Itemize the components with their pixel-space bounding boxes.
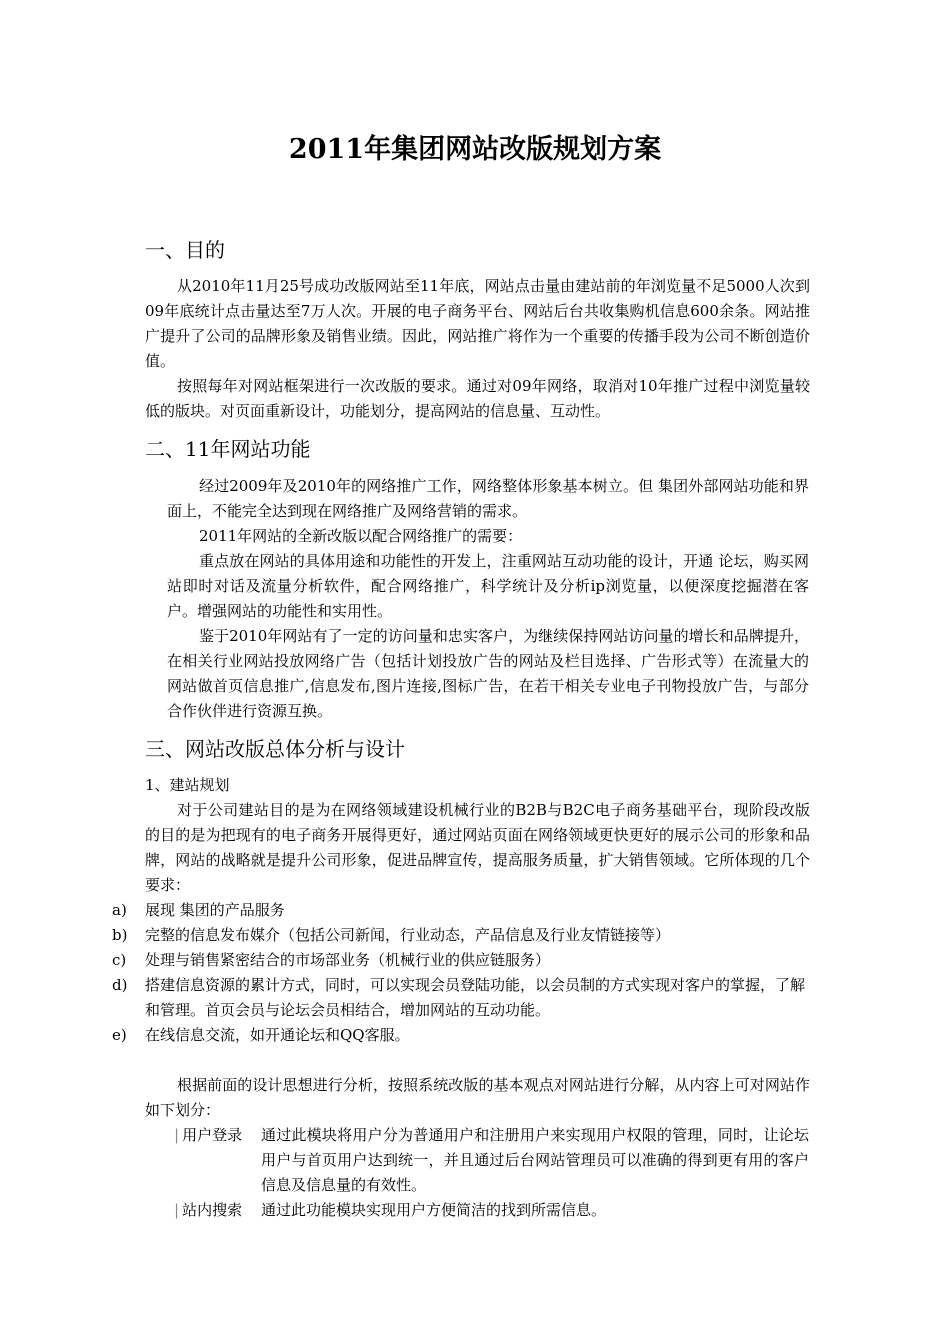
section-heading-functions: 二、11年网站功能: [145, 437, 311, 461]
list-item: 完整的信息发布媒介（包括公司新闻，行业动态，产品信息及行业友情链接等）: [145, 926, 671, 944]
paragraph: 按照每年对网站框架进行一次改版的要求。通过对09年网络，取消对10年推广过程中浏览量较低的版块。对页面重新设计，功能划分，提高网站的信息量、互动性。: [145, 377, 810, 420]
paragraph: 经过2009年及2010年的网络推广工作，网络整体形象基本树立。但 集团外部网站功能和界面上，不能完全达到现在网络推广及网络营销的需求。: [167, 477, 809, 520]
paragraph: 鉴于2010年网站有了一定的访问量和忠实客户，为继续保持网站访问量的增长和品牌提升，在相关行业网站投放网络广告（包括计划投放广告的网站及栏目选择、广告形式等）在流量大的网站做首页信息推广,信息发布,图片连接,图标广告，在若干相关专业电子刊物投放广告，与部分合作伙伴进行资源互换。: [167, 627, 809, 720]
module-name-login: | 用户登录: [174, 1126, 243, 1144]
list-marker: a): [112, 901, 127, 919]
list-marker: e): [112, 1026, 127, 1044]
list-marker: b): [112, 926, 128, 944]
paragraph: 对于公司建站目的是为在网络领域建设机械行业的B2B与B2C电子商务基础平台，现阶段改版的目的是为把现有的电子商务开展得更好，通过网站页面在网络领域更快更好的展示公司的形象和品牌，网站的战略就是提升公司形象，促进品牌宣传，提高服务质量，扩大销售领域。它所体现的几个要求：: [145, 801, 810, 894]
module-description: 通过此模块将用户分为普通用户和注册用户来实现用户权限的管理，同时，让论坛用户与首页用户达到统一，并且通过后台网站管理员可以准确的得到更有用的客户信息及信息量的有效性。: [261, 1126, 809, 1194]
section-heading-analysis: 三、网站改版总体分析与设计: [145, 737, 405, 761]
document-title: 2011年集团网站改版规划方案: [288, 134, 662, 165]
paragraph: 重点放在网站的具体用途和功能性的开发上，注重网站互动功能的设计，开通 论坛，购买网站即时对话及流量分析软件，配合网络推广，科学统计及分析ip浏览量，以便深度挖掘潜在客户。增强网站的功能性和实用性。: [167, 552, 809, 620]
list-item: 搭建信息资源的累计方式，同时，可以实现会员登陆功能，以会员制的方式实现对客户的掌握，了解和管理。首页会员与论坛会员相结合，增加网站的互动功能。: [145, 976, 806, 1019]
list-item: 在线信息交流，如开通论坛和QQ客服。: [145, 1026, 410, 1044]
section-heading-purpose: 一、目的: [145, 238, 225, 262]
list-marker: c): [112, 951, 127, 969]
module-name-search: | 站内搜索: [174, 1201, 243, 1219]
module-description: 通过此功能模块实现用户方便简洁的找到所需信息。: [261, 1201, 607, 1219]
subheading: 1、建站规划: [145, 776, 230, 794]
paragraph: 从2010年11月25号成功改版网站至11年底，网站点击量由建站前的年浏览量不足5000人次到09年底统计点击量达至7万人次。开展的电子商务平台、网站后台共收集购机信息600余条。网站推广提升了公司的品牌形象及销售业绩。因此，网站推广将作为一个重要的传播手段为公司不断创造价值。: [145, 277, 810, 370]
list-item: 展现 集团的产品服务: [145, 901, 285, 919]
paragraph: 2011年网站的全新改版以配合网络推广的需要：: [199, 527, 523, 545]
list-marker: d): [112, 976, 128, 994]
paragraph: 根据前面的设计思想进行分析，按照系统改版的基本观点对网站进行分解，从内容上可对网站作如下划分：: [145, 1076, 810, 1119]
list-item: 处理与销售紧密结合的市场部业务（机械行业的供应链服务）: [145, 951, 551, 969]
